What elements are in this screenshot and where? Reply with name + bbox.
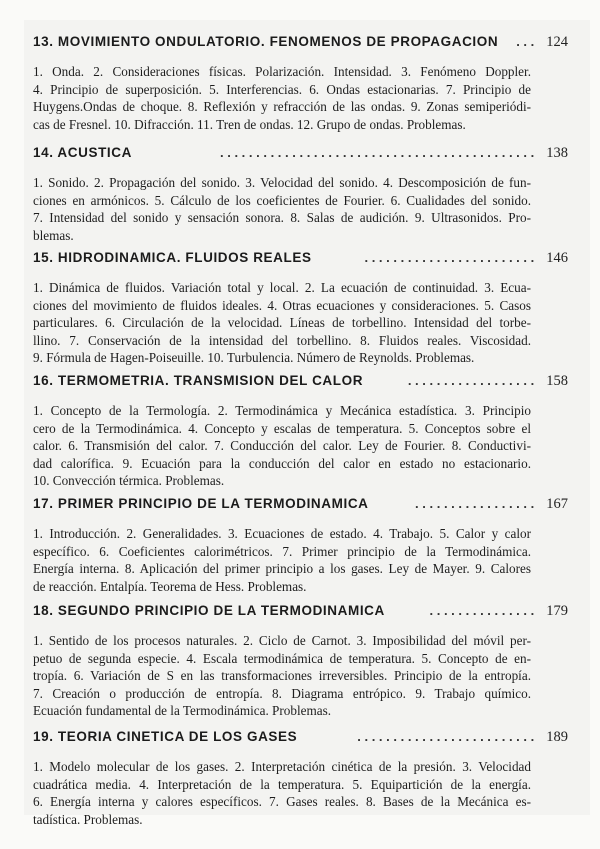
chapter-contents bbox=[33, 279, 531, 367]
contents-line: 1. Sonido. 2. Propagación del sonido. 3. Velocidad del sonido. 4. Descomposición de fun- bbox=[33, 175, 531, 190]
page-number: 146 bbox=[546, 250, 568, 266]
dot-leader: . . . . . . . . . . . . . . . . . . . . . . . . . bbox=[357, 729, 535, 744]
contents-line: 1. Dinámica de fluidos. Variación total y local. 2. La ecuación de continuidad. 3. Ecua- bbox=[33, 280, 531, 295]
page-number: 189 bbox=[546, 729, 568, 745]
chapter-contents bbox=[33, 63, 531, 133]
dot-leader: . . . . . . . . . . . . . . . . . bbox=[415, 496, 535, 511]
toc-section bbox=[33, 34, 568, 133]
chapter-contents bbox=[33, 758, 531, 828]
contents-line: ciones en armónicos. 5. Cálculo de los coeficientes de Fourier. 6. Cualidades del sonido. bbox=[33, 192, 531, 208]
contents-line: 7. Intensidad del sonido y sensación sonora. 8. Salas de audición. 9. Ultrasonidos. Pro- bbox=[33, 210, 531, 226]
contents-line: particulares. 6. Circulación de la velocidad. Líneas de torbellino. Intensidad del torbe- bbox=[33, 315, 531, 331]
chapter-heading bbox=[33, 373, 568, 393]
chapter-contents bbox=[33, 174, 531, 244]
chapter-title: 18. SEGUNDO PRINCIPIO DE LA TERMODINAMICA bbox=[33, 603, 385, 618]
toc-section bbox=[33, 603, 568, 720]
page-number: 167 bbox=[546, 496, 568, 512]
chapter-title: 19. TEORIA CINETICA DE LOS GASES bbox=[33, 729, 298, 744]
chapter-contents bbox=[33, 525, 531, 595]
toc-section bbox=[33, 729, 568, 828]
contents-line: blemas. bbox=[33, 227, 74, 243]
contents-line: 10. Convección térmica. Problemas. bbox=[33, 473, 225, 489]
contents-line: 4. Principio de superposición. 5. Interferencias. 6. Ondas estacionarias. 7. Principio de bbox=[33, 81, 531, 97]
contents-line: Ecuación fundamental de la Termodinámica. Problemas. bbox=[33, 703, 332, 719]
contents-line: dad calorífica. 9. Ecuación para la conducción del calor en estado no estacionario. bbox=[33, 455, 531, 471]
contents-line: 1. Onda. 2. Consideraciones físicas. Polarización. Intensidad. 3. Fenómeno Doppler. bbox=[33, 64, 531, 79]
contents-line: Energía interna. 8. Aplicación del primer principio a los gases. Ley de Mayer. 9. Calores bbox=[33, 561, 531, 577]
chapter-heading bbox=[33, 145, 568, 165]
dot-leader: . . . . . . . . . . . . . . . . . . . . . . . . . . . . . . . . . . . . . . . . . . . . bbox=[220, 145, 535, 160]
contents-line: 7. Creación o producción de entropía. 8. Diagrama entrópico. 9. Trabajo químico. bbox=[33, 685, 531, 701]
chapter-title: 17. PRIMER PRINCIPIO DE LA TERMODINAMICA bbox=[33, 496, 369, 511]
chapter-title: 14. ACUSTICA bbox=[33, 145, 132, 160]
contents-line: 6. Energía interna y calores específicos. 7. Gases reales. 8. Bases de la Mecánica es- bbox=[33, 794, 531, 810]
contents-line: tropía. 6. Variación de S en las transformaciones irreversibles. Principio de la entropía. bbox=[33, 668, 531, 684]
page-number: 138 bbox=[546, 145, 568, 161]
dot-leader: . . . . . . . . . . . . . . . . . . bbox=[407, 373, 535, 388]
contents-line: 1. Introducción. 2. Generalidades. 3. Ecuaciones de estado. 4. Trabajo. 5. Calor y calor bbox=[33, 526, 531, 541]
contents-line: cas de Fresnel. 10. Difracción. 11. Tren de ondas. 12. Grupo de ondas. Problemas. bbox=[33, 116, 466, 132]
page-number: 158 bbox=[546, 373, 568, 389]
page-number: 124 bbox=[546, 34, 568, 50]
contents-line: cuadrática media. 4. Interpretación de la temperatura. 5. Equipartición de la energía. bbox=[33, 776, 531, 792]
chapter-title: 13. MOVIMIENTO ONDULATORIO. FENOMENOS DE PROPAGACION bbox=[33, 34, 499, 49]
chapter-title: 16. TERMOMETRIA. TRANSMISION DEL CALOR bbox=[33, 373, 364, 388]
chapter-heading bbox=[33, 729, 568, 749]
toc-section bbox=[33, 250, 568, 367]
toc-section bbox=[33, 145, 568, 244]
dot-leader: . . . bbox=[516, 34, 535, 49]
contents-line: petuo de segunda especie. 4. Escala termodinámica de temperatura. 5. Concepto de en- bbox=[33, 650, 531, 666]
page-number: 179 bbox=[546, 603, 568, 619]
contents-line: 1. Concepto de la Termología. 2. Termodinámica y Mecánica estadística. 3. Principio bbox=[33, 403, 531, 418]
chapter-title: 15. HIDRODINAMICA. FLUIDOS REALES bbox=[33, 250, 312, 265]
contents-line: cero de la Termodinámica. 4. Concepto y escalas de temperatura. 5. Conceptos sobre el bbox=[33, 420, 531, 436]
contents-line: de reacción. Entalpía. Teorema de Hess. Problemas. bbox=[33, 578, 307, 594]
contents-line: Huygens.Ondas de choque. 8. Reflexión y refracción de las ondas. 9. Zonas semiperiódi- bbox=[33, 99, 531, 115]
dot-leader: . . . . . . . . . . . . . . . bbox=[429, 603, 535, 618]
contents-line: calor. 6. Transmisión del calor. 7. Conducción del calor. Ley de Fourier. 8. Conductivi- bbox=[33, 438, 531, 454]
chapter-heading bbox=[33, 603, 568, 623]
chapter-heading bbox=[33, 496, 568, 516]
toc-section bbox=[33, 373, 568, 490]
contents-line: específico. 6. Coeficientes calorimétricos. 7. Primer principio de la Termodinámica. bbox=[33, 543, 531, 559]
dot-leader: . . . . . . . . . . . . . . . . . . . . . . . . bbox=[364, 250, 535, 265]
chapter-contents bbox=[33, 402, 531, 490]
contents-line: 9. Fórmula de Hagen-Poiseuille. 10. Turbulencia. Número de Reynolds. Problemas. bbox=[33, 350, 475, 366]
contents-line: 1. Sentido de los procesos naturales. 2. Ciclo de Carnot. 3. Imposibilidad del móvil per- bbox=[33, 633, 531, 648]
contents-line: 1. Modelo molecular de los gases. 2. Interpretación cinética de la presión. 3. Velocidad bbox=[33, 759, 531, 774]
toc-section bbox=[33, 496, 568, 595]
chapter-heading bbox=[33, 34, 568, 54]
chapter-contents bbox=[33, 632, 531, 720]
contents-line: ciones del movimiento de fluidos ideales. 4. Otras ecuaciones y consideraciones. 5. Casos bbox=[33, 297, 531, 313]
contents-line: llino. 7. Conservación de la intensidad del torbellino. 8. Fluidos reales. Viscosidad. bbox=[33, 332, 531, 348]
chapter-heading bbox=[33, 250, 568, 270]
contents-line: tadística. Problemas. bbox=[33, 811, 143, 827]
